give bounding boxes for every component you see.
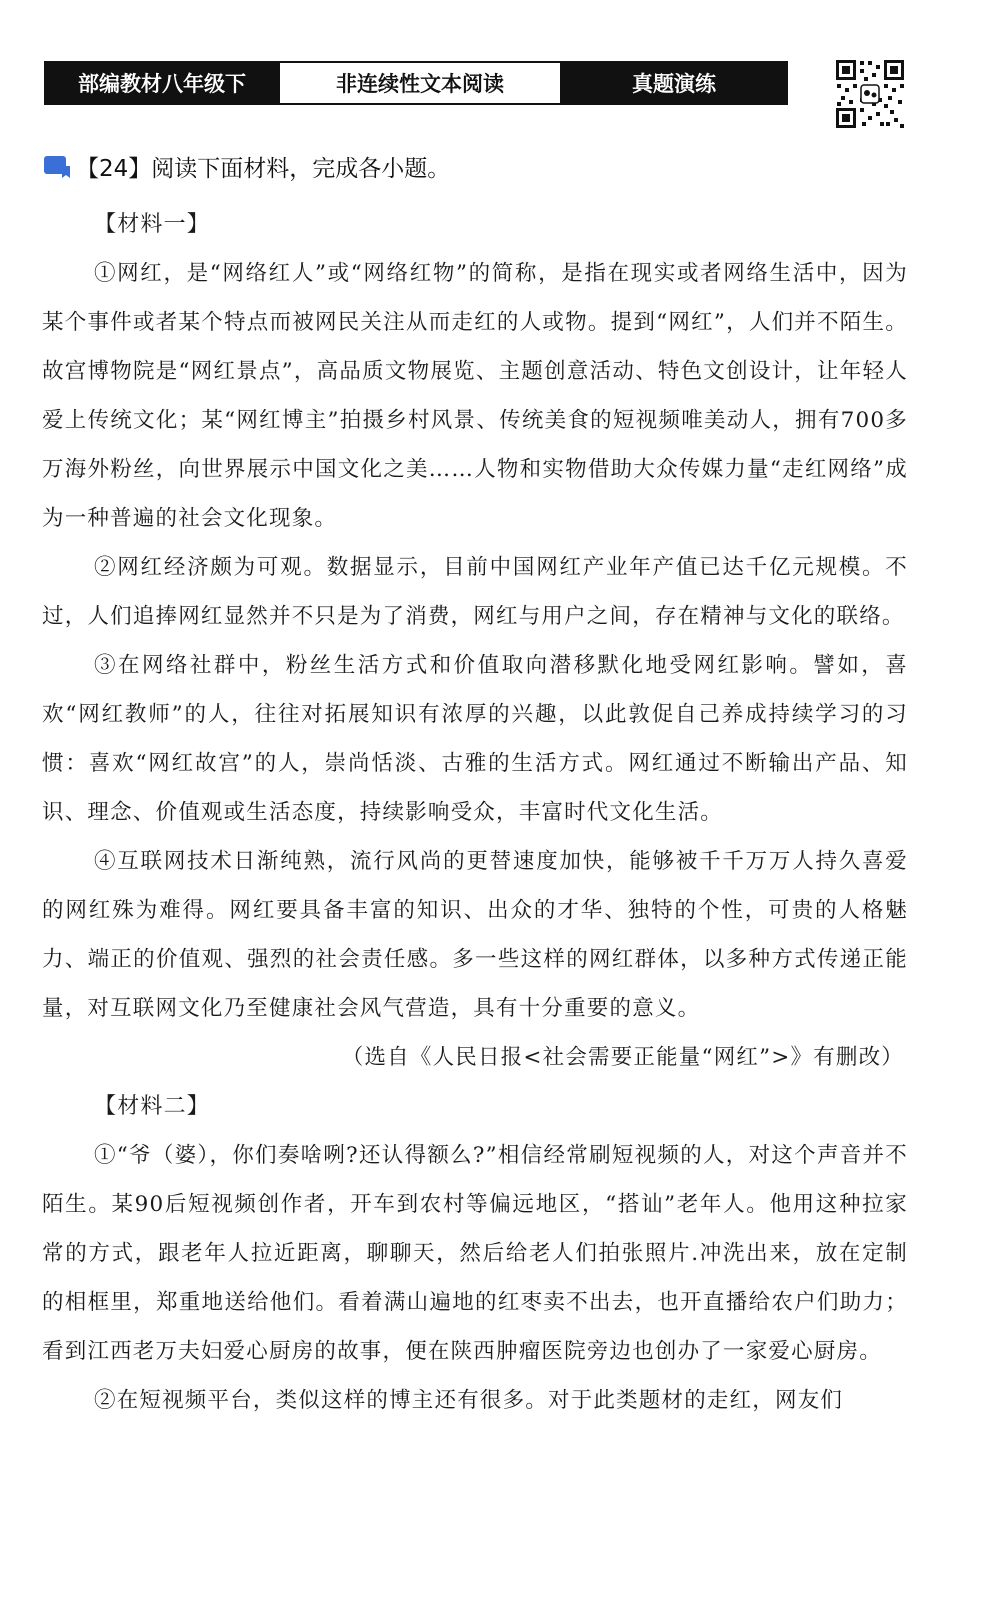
header-topic-label: 非连续性文本阅读 bbox=[278, 63, 562, 103]
material2-paragraph-2: ②在短视频平台，类似这样的博主还有很多。对于此类题材的走红，网友们 bbox=[94, 1388, 844, 1413]
bookmark-icon bbox=[42, 154, 72, 180]
question-title-text: 【24】阅读下面材料，完成各小题。 bbox=[76, 156, 451, 182]
material2-paragraph-1: ①“爷（婆），你们奏啥咧?还认得额么?”相信经常刷短视频的人，对这个声音并不陌生。某90后短视频创作者，开车到农村等偏远地区，“搭讪”老年人。他用这种拉家常的方式，跟老年人拉近距离，聊聊天，然后给老人们拍张照片.冲洗出来，放在定制的相框里，郑重地送给他们。看着满山遍地的红枣卖不出去，也开直播给农户们助力；看到江西老万夫妇爱心厨房的故事，便在陕西肿瘤医院旁边也创办了一家爱心厨房。 bbox=[42, 1143, 908, 1364]
header-bar bbox=[44, 61, 788, 105]
material1-paragraph-3: ③在网络社群中，粉丝生活方式和价值取向潜移默化地受网红影响。譬如，喜欢“网红教师”的人，往往对拓展知识有浓厚的兴趣，以此敦促自己养成持续学习的习惯：喜欢“网红故宫”的人，崇尚恬淡、古雅的生活方式。网红通过不断输出产品、知识、理念、价值观或生活态度，持续影响受众，丰富时代文化生活。 bbox=[42, 653, 908, 825]
header-practice-label: 真题演练 bbox=[562, 63, 786, 103]
material2-heading: 【材料二】 bbox=[94, 1094, 211, 1119]
material1-paragraph-2: ②网红经济颇为可观。数据显示，目前中国网红产业年产值已达千亿元规模。不过，人们追捧网红显然并不只是为了消费，网红与用户之间，存在精神与文化的联络。 bbox=[42, 555, 908, 629]
material1-heading: 【材料一】 bbox=[94, 212, 211, 237]
material1-paragraph-1: ①网红，是“网络红人”或“网络红物”的简称，是指在现实或者网络生活中，因为某个事件或者某个特点而被网民关注从而走红的人或物。提到“网红”，人们并不陌生。故宫博物院是“网红景点”，高品质文物展览、主题创意活动、特色文创设计，让年轻人爱上传统文化；某“网红博主”拍摄乡村风景、传统美食的短视频唯美动人，拥有700多万海外粉丝，向世界展示中国文化之美……人物和实物借助大众传媒力量“走红网络”成为一种普遍的社会文化现象。 bbox=[42, 261, 908, 531]
question-title bbox=[42, 150, 450, 183]
reading-material bbox=[42, 200, 908, 1425]
material1-paragraph-4: ④互联网技术日渐纯熟，流行风尚的更替速度加快，能够被千千万万人持久喜爱的网红殊为难得。网红要具备丰富的知识、出众的才华、独特的个性，可贵的人格魅力、端正的价值观、强烈的社会责任感。多一些这样的网红群体，以多种方式传递正能量，对互联网文化乃至健康社会风气营造，具有十分重要的意义。 bbox=[42, 849, 908, 1021]
header-grade-label: 部编教材八年级下 bbox=[46, 63, 278, 103]
material1-source: （选自《人民日报<社会需要正能量“网红”>》有删改） bbox=[341, 1045, 904, 1070]
qr-code-icon bbox=[834, 58, 906, 130]
